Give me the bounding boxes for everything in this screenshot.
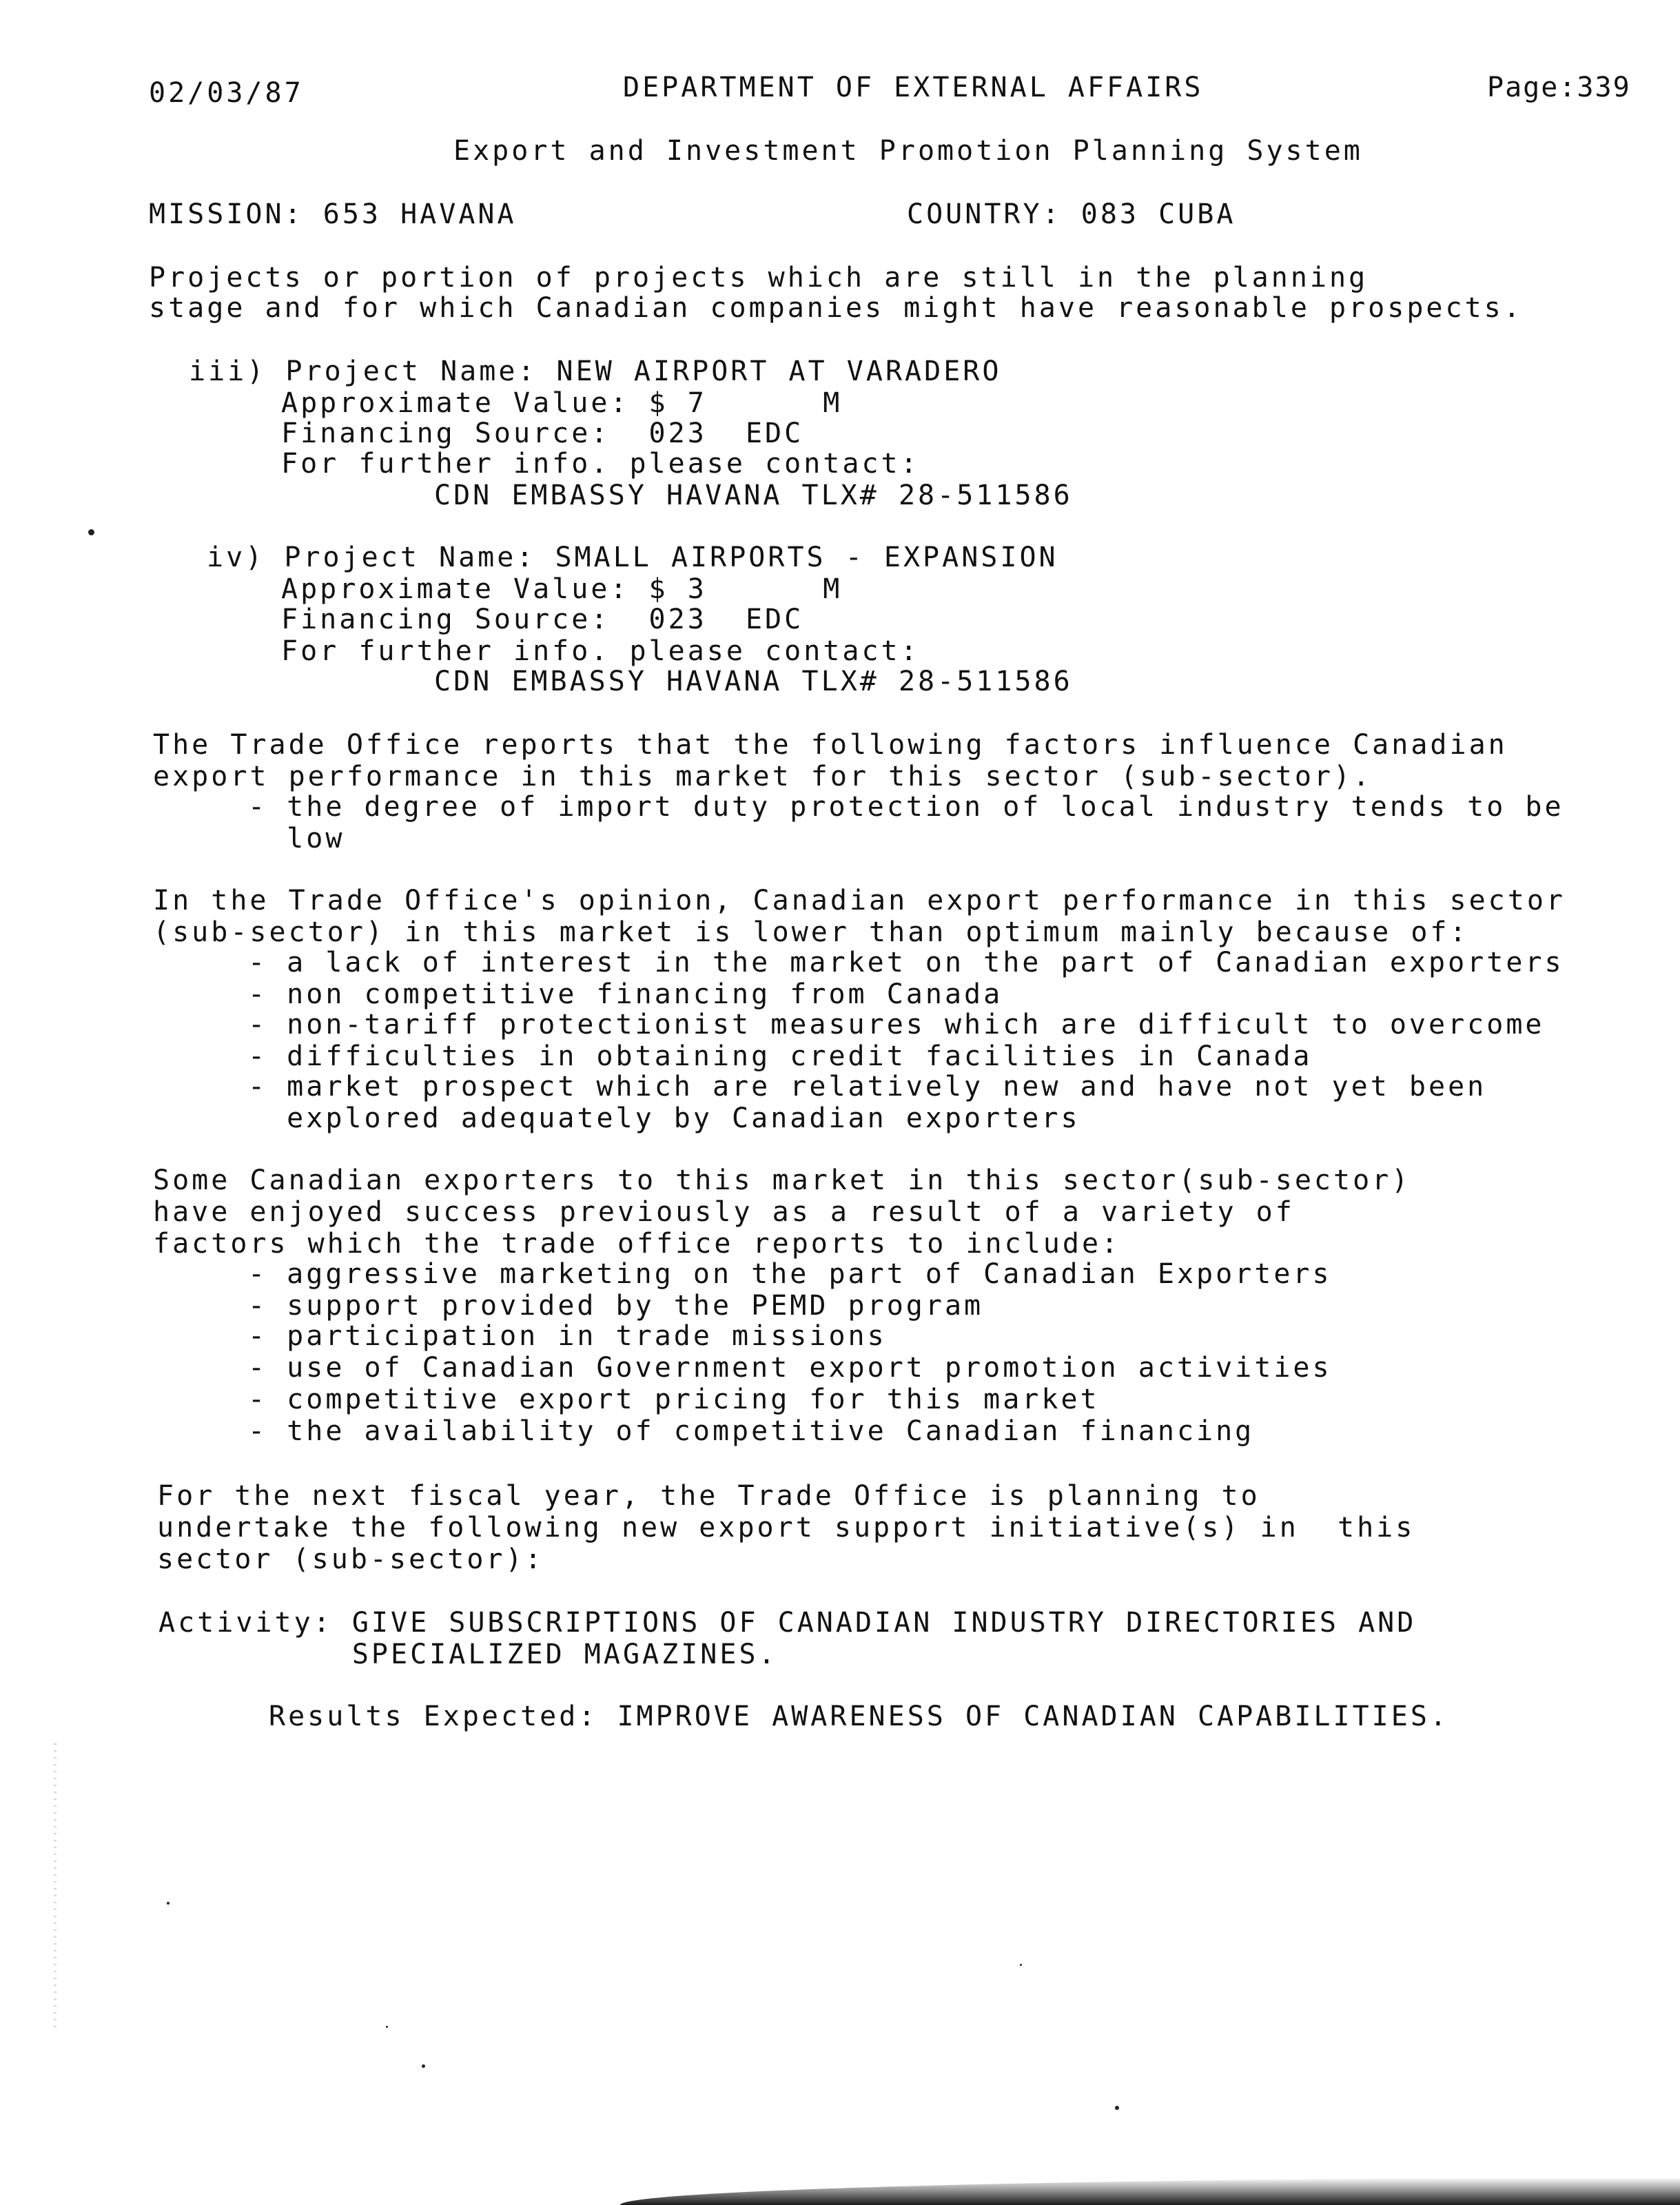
project-3-name: iii) Project Name: NEW AIRPORT AT VARADERO <box>189 356 1002 387</box>
project-3-financing: Financing Source: 023 EDC <box>281 418 804 449</box>
opinion-item-3: - non-tariff protectionist measures which are difficult to overcome <box>248 1009 1545 1040</box>
system-title: Export and Investment Promotion Planning System <box>453 135 1363 167</box>
success-item-1: - aggressive marketing on the part of Canadian Exporters <box>248 1258 1332 1290</box>
factors-intro-2: export performance in this market for this sector (sub-sector). <box>153 761 1373 792</box>
header-page: Page:339 <box>1487 72 1631 103</box>
project-4-name: iv) Project Name: SMALL AIRPORTS - EXPANSION <box>207 542 1058 573</box>
project-4-financing: Financing Source: 023 EDC <box>281 604 804 635</box>
scan-edge-noise <box>54 1743 57 2033</box>
opinion-item-5-cont: explored adequately by Canadian exporters <box>248 1102 1080 1134</box>
success-item-6: - the availability of competitive Canadian financing <box>248 1415 1255 1447</box>
success-intro-3: factors which the trade office reports to include: <box>153 1228 1121 1260</box>
scan-speck <box>1020 1964 1022 1966</box>
factors-item-1-cont: low <box>248 823 345 854</box>
success-item-5: - competitive export pricing for this market <box>248 1384 1100 1415</box>
project-3-contact-label: For further info. please contact: <box>281 448 920 480</box>
scan-bottom-shadow <box>620 2177 1680 2205</box>
scan-speck <box>1115 2106 1119 2110</box>
next-year-2: undertake the following new export support initiative(s) in this <box>157 1512 1415 1544</box>
opinion-item-2: - non competitive financing from Canada <box>248 978 1003 1010</box>
opinion-intro-1: In the Trade Office's opinion, Canadian export performance in this sector <box>153 885 1566 916</box>
header-date: 02/03/87 <box>149 77 304 109</box>
factors-intro-1: The Trade Office reports that the following factors influence Canadian <box>153 729 1508 761</box>
project-4-contact-label: For further info. please contact: <box>281 635 920 667</box>
scan-speck <box>422 2064 425 2068</box>
header-department: DEPARTMENT OF EXTERNAL AFFAIRS <box>623 72 1204 103</box>
opinion-intro-2: (sub-sector) in this market is lower than optimum mainly because of: <box>153 916 1469 948</box>
project-3-value: Approximate Value: $ 7 M <box>281 387 843 419</box>
scan-speck <box>386 2026 388 2028</box>
mission-field: MISSION: 653 HAVANA <box>149 198 517 230</box>
country-field: COUNTRY: 083 CUBA <box>907 198 1236 230</box>
project-4-contact: CDN EMBASSY HAVANA TLX# 28-511586 <box>434 666 1073 697</box>
success-intro-1: Some Canadian exporters to this market in this sector(sub-sector) <box>153 1165 1411 1196</box>
activity-line-1: Activity: GIVE SUBSCRIPTIONS OF CANADIAN INDUSTRY DIRECTORIES AND <box>158 1607 1417 1639</box>
opinion-item-5: - market prospect which are relatively new and have not yet been <box>248 1071 1487 1102</box>
success-item-3: - participation in trade missions <box>248 1320 887 1352</box>
intro-line-1: Projects or portion of projects which are still in the planning <box>149 262 1369 294</box>
success-item-4: - use of Canadian Government export promotion activities <box>248 1352 1332 1384</box>
scan-speck <box>88 529 94 535</box>
project-4-value: Approximate Value: $ 3 M <box>281 573 843 605</box>
opinion-item-1: - a lack of interest in the market on the part of Canadian exporters <box>248 947 1564 978</box>
opinion-item-4: - difficulties in obtaining credit facilities in Canada <box>248 1040 1313 1072</box>
factors-item-1: - the degree of import duty protection of local industry tends to be <box>248 791 1564 823</box>
next-year-3: sector (sub-sector): <box>157 1544 544 1575</box>
project-3-contact: CDN EMBASSY HAVANA TLX# 28-511586 <box>434 480 1073 511</box>
success-item-2: - support provided by the PEMD program <box>248 1290 984 1322</box>
scan-speck <box>167 1902 170 1905</box>
activity-line-2: SPECIALIZED MAGAZINES. <box>158 1639 778 1670</box>
results-expected: Results Expected: IMPROVE AWARENESS OF CANADIAN CAPABILITIES. <box>269 1701 1450 1732</box>
success-intro-2: have enjoyed success previously as a result of a variety of <box>153 1196 1295 1228</box>
next-year-1: For the next fiscal year, the Trade Office is planning to <box>157 1480 1260 1512</box>
intro-line-2: stage and for which Canadian companies might have reasonable prospects. <box>149 292 1523 324</box>
